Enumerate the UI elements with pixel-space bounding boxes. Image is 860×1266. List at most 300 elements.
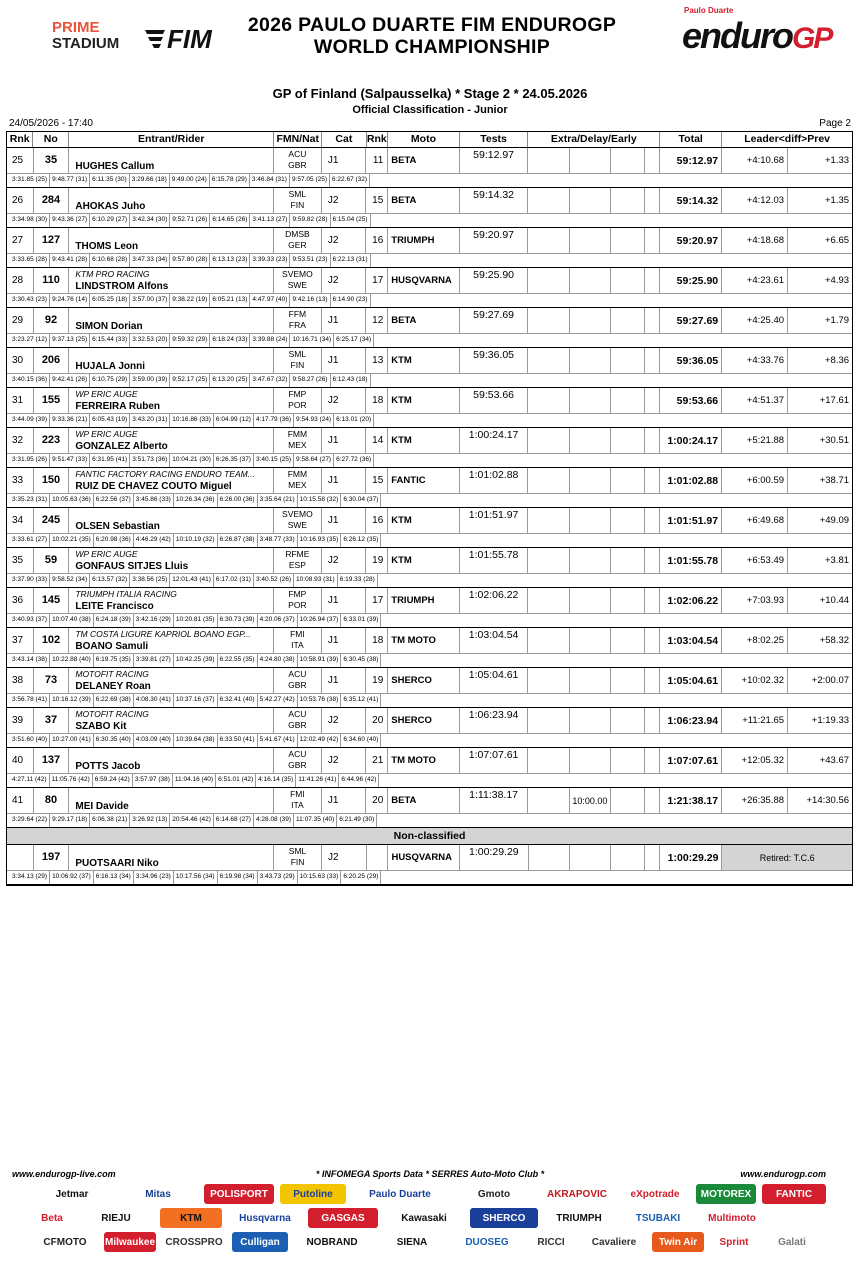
rider-cell bbox=[69, 428, 274, 453]
sponsor-logo: MOTOREX bbox=[696, 1184, 756, 1204]
lap-time: 6:31.95 (41) bbox=[90, 454, 130, 467]
lap-time: 10:10.19 (32) bbox=[174, 534, 218, 547]
rider-cell bbox=[69, 788, 274, 813]
sponsor-logo: SHERCO bbox=[470, 1208, 538, 1228]
lap-time: 9:33.36 (21) bbox=[50, 414, 90, 427]
leader-diff: +12:05.32 bbox=[722, 748, 788, 773]
leader-diff: +6:49.68 bbox=[722, 508, 788, 533]
lap-time: 6:22.69 (38) bbox=[94, 694, 134, 707]
lap-time: 9:42.41 (26) bbox=[50, 374, 90, 387]
extra-cell bbox=[528, 188, 569, 213]
lap-time: 6:35.12 (41) bbox=[341, 694, 381, 707]
lap-time: 6:22.67 (32) bbox=[330, 174, 370, 187]
lap-times bbox=[7, 574, 852, 587]
tests-time: 59:14.32 bbox=[460, 188, 529, 213]
row-main bbox=[7, 188, 852, 214]
lap-time: 6:16.13 (34) bbox=[94, 871, 134, 884]
class-rank: 19 bbox=[366, 548, 388, 573]
lap-time: 3:59.00 (39) bbox=[130, 374, 170, 387]
non-classified-rows bbox=[7, 845, 852, 885]
early-cell bbox=[611, 628, 645, 653]
motorcycle-brand: BETA bbox=[388, 788, 460, 813]
prev-diff: +30.51 bbox=[819, 435, 850, 446]
penalty-time bbox=[570, 548, 611, 573]
lap-time: 6:21.49 (30) bbox=[337, 814, 377, 827]
bib-number: 197 bbox=[34, 845, 70, 870]
spacer-cell bbox=[645, 468, 660, 493]
category: J2 bbox=[322, 268, 367, 293]
class-rank: 15 bbox=[366, 468, 388, 493]
bib-number: 92 bbox=[34, 308, 70, 333]
lap-time: 10:04.21 (30) bbox=[170, 454, 214, 467]
leader-diff: +8:02.25 bbox=[722, 628, 788, 653]
col-leader-prev: Leader<diff>Prev bbox=[744, 133, 831, 145]
bib-number: 73 bbox=[34, 668, 70, 693]
tests-time: 59:12.97 bbox=[460, 148, 529, 173]
lap-time: 3:32.53 (20) bbox=[130, 334, 170, 347]
sponsor-logo: RIEJU bbox=[78, 1208, 154, 1228]
federation: FMI bbox=[290, 629, 305, 639]
extra-cell bbox=[529, 845, 570, 870]
endurogp-logo: Paulo Duarte enduroGP bbox=[682, 6, 832, 56]
rider-cell bbox=[69, 668, 274, 693]
lap-time: 10:27.00 (41) bbox=[50, 734, 94, 747]
motorcycle-brand: SHERCO bbox=[388, 668, 460, 693]
col-rider: Entrant/Rider bbox=[69, 132, 274, 147]
category: J1 bbox=[322, 468, 367, 493]
early-cell bbox=[611, 148, 645, 173]
lap-time: 11:05.76 (42) bbox=[50, 774, 93, 787]
early-cell bbox=[611, 188, 645, 213]
lap-time: 10:16.71 (34) bbox=[290, 334, 334, 347]
total-time: 1:03:04.54 bbox=[660, 628, 722, 653]
bib-number: 150 bbox=[34, 468, 70, 493]
rider-cell bbox=[69, 708, 274, 733]
lap-time: 4:24.80 (38) bbox=[258, 654, 298, 667]
rank-cell: 41 bbox=[7, 788, 34, 813]
lap-time: 3:40.15 (36) bbox=[10, 374, 50, 387]
lap-time: 6:30.04 (37) bbox=[341, 494, 381, 507]
rider-name: GONZALEZ Alberto bbox=[75, 441, 168, 452]
sponsor-logo: Gmoto bbox=[454, 1184, 534, 1204]
lap-time: 4:03.09 (40) bbox=[134, 734, 174, 747]
extra-cell bbox=[528, 428, 569, 453]
rank-cell: 35 bbox=[7, 548, 34, 573]
bib-number: 206 bbox=[34, 348, 70, 373]
live-link[interactable]: www.endurogp-live.com bbox=[12, 1169, 116, 1179]
lap-time: 3:40.93 (37) bbox=[10, 614, 50, 627]
retired-status: Retired: T.C.6 bbox=[722, 845, 852, 870]
team-name: WP ERIC AUGE bbox=[75, 389, 138, 399]
prev-diff: +6.65 bbox=[824, 235, 850, 246]
lap-times bbox=[7, 534, 852, 547]
bib-number: 110 bbox=[34, 268, 70, 293]
rider-cell bbox=[69, 548, 274, 573]
row-main bbox=[7, 588, 852, 614]
sponsor-logo: KTM bbox=[160, 1208, 222, 1228]
penalty-time: 10:00.00 bbox=[570, 788, 611, 813]
lap-time: 9:52.17 (25) bbox=[170, 374, 210, 387]
class-rank: 15 bbox=[366, 188, 388, 213]
penalty-time bbox=[570, 148, 611, 173]
non-classified-header: Non-classified bbox=[7, 828, 852, 845]
sponsor-logo: Milwaukee bbox=[104, 1232, 156, 1252]
spacer-cell bbox=[645, 668, 660, 693]
rider-cell bbox=[69, 845, 274, 870]
leader-diff: +10:02.32 bbox=[722, 668, 788, 693]
prev-diff: +1.35 bbox=[824, 195, 850, 206]
lap-time: 10:22.88 (40) bbox=[50, 654, 94, 667]
row-main bbox=[7, 468, 852, 494]
row-main bbox=[7, 348, 852, 374]
lap-time: 10:26.94 (37) bbox=[298, 614, 342, 627]
rider-name: POTTS Jacob bbox=[75, 761, 141, 772]
sponsor-logo: TSUBAKI bbox=[620, 1208, 696, 1228]
lap-time: 3:43.20 (31) bbox=[130, 414, 170, 427]
fmn-nat-cell bbox=[274, 348, 322, 373]
class-rank: 12 bbox=[366, 308, 388, 333]
lap-time: 6:13.57 (32) bbox=[90, 574, 130, 587]
early-cell bbox=[611, 548, 645, 573]
rider-name: OLSEN Sebastian bbox=[75, 521, 160, 532]
prev-diff: +3.81 bbox=[824, 555, 850, 566]
motorcycle-brand: KTM bbox=[388, 348, 460, 373]
early-cell bbox=[611, 788, 645, 813]
lap-times bbox=[7, 414, 852, 427]
rank-cell: 40 bbox=[7, 748, 34, 773]
tests-time: 1:00:29.29 bbox=[460, 845, 529, 870]
prev-diff: +14:30.56 bbox=[806, 795, 850, 806]
lap-times bbox=[7, 871, 852, 884]
lap-time: 9:42.16 (13) bbox=[290, 294, 330, 307]
lap-time: 9:43.41 (28) bbox=[50, 254, 90, 267]
row-main bbox=[7, 748, 852, 774]
nationality: SWE bbox=[287, 280, 308, 290]
lap-time: 4:08.30 (41) bbox=[134, 694, 174, 707]
lap-time: 6:22.56 (37) bbox=[94, 494, 134, 507]
rider-name: RUIZ DE CHAVEZ COUTO Miguel bbox=[75, 481, 232, 492]
penalty-time bbox=[570, 308, 611, 333]
spacer-cell bbox=[645, 188, 660, 213]
lap-time: 9:48.77 (31) bbox=[50, 174, 90, 187]
rider-name: MEI Davide bbox=[75, 801, 129, 812]
federation: SML bbox=[288, 349, 307, 359]
early-cell bbox=[611, 845, 645, 870]
tests-time: 59:20.97 bbox=[460, 228, 529, 253]
prev-diff: +4.93 bbox=[824, 275, 850, 286]
bib-number: 284 bbox=[34, 188, 70, 213]
lap-time: 6:05.21 (13) bbox=[210, 294, 250, 307]
total-time: 1:01:51.97 bbox=[660, 508, 722, 533]
total-time: 1:21:38.17 bbox=[660, 788, 722, 813]
table-row bbox=[7, 188, 852, 228]
lap-time: 6:10.68 (28) bbox=[90, 254, 130, 267]
category: J1 bbox=[322, 668, 367, 693]
lap-time: 3:39.33 (23) bbox=[250, 254, 290, 267]
lap-times bbox=[7, 654, 852, 667]
fmn-nat-cell bbox=[274, 628, 322, 653]
early-cell bbox=[611, 668, 645, 693]
rider-name: PUOTSAARI Niko bbox=[75, 858, 159, 869]
lap-times bbox=[7, 454, 852, 467]
tests-time: 1:03:04.54 bbox=[460, 628, 529, 653]
penalty-time bbox=[570, 588, 611, 613]
team-name: TM COSTA LIGURE KAPRIOL BOANO EGP... bbox=[75, 629, 251, 639]
federation: DMSB bbox=[285, 229, 310, 239]
prev-diff: +38.71 bbox=[819, 475, 850, 486]
lap-time: 10:58.91 (39) bbox=[298, 654, 342, 667]
lap-time: 3:56.78 (41) bbox=[10, 694, 50, 707]
lap-time: 4:16.14 (35) bbox=[256, 774, 296, 787]
table-row bbox=[7, 228, 852, 268]
prev-diff: +8.36 bbox=[824, 355, 850, 366]
nationality: GBR bbox=[288, 760, 307, 770]
total-time: 59:27.69 bbox=[660, 308, 722, 333]
lap-time: 5:42.27 (42) bbox=[258, 694, 298, 707]
category: J1 bbox=[322, 508, 367, 533]
sponsor-logo: GASGAS bbox=[308, 1208, 378, 1228]
rider-name: HUJALA Jonni bbox=[75, 361, 145, 372]
nationality: FRA bbox=[288, 320, 306, 330]
federation: FMM bbox=[287, 429, 308, 439]
lap-times bbox=[7, 814, 852, 827]
total-time: 59:12.97 bbox=[660, 148, 722, 173]
lap-time: 3:48.77 (33) bbox=[258, 534, 298, 547]
fmn-nat-cell bbox=[274, 268, 322, 293]
fmn-nat-cell bbox=[274, 508, 322, 533]
lap-time: 9:53.51 (23) bbox=[290, 254, 330, 267]
total-time: 59:20.97 bbox=[660, 228, 722, 253]
total-time: 1:00:29.29 bbox=[660, 845, 722, 870]
results-table bbox=[6, 131, 853, 886]
prev-diff: +10.44 bbox=[819, 595, 850, 606]
penalty-time bbox=[570, 668, 611, 693]
rider-name: DELANEY Roan bbox=[75, 681, 151, 692]
fmn-nat-cell bbox=[274, 668, 322, 693]
rank-cell: 34 bbox=[7, 508, 34, 533]
rider-name: HUGHES Callum bbox=[75, 161, 155, 172]
lap-time: 6:22.55 (35) bbox=[218, 654, 258, 667]
spacer-cell bbox=[645, 748, 660, 773]
extra-cell bbox=[528, 788, 569, 813]
lap-time: 6:14.68 (27) bbox=[214, 814, 254, 827]
rank-cell: 32 bbox=[7, 428, 34, 453]
nationality: MEX bbox=[288, 480, 307, 490]
col-fmn: FMN/Nat bbox=[274, 132, 322, 147]
lap-time: 6:30.73 (39) bbox=[218, 614, 258, 627]
rider-name: LEITE Francisco bbox=[75, 601, 154, 612]
rank-cell: 37 bbox=[7, 628, 34, 653]
prev-diff: +2:00.07 bbox=[811, 675, 850, 686]
tests-time: 1:01:51.97 bbox=[460, 508, 529, 533]
bib-number: 80 bbox=[34, 788, 70, 813]
lap-time: 9:57.80 (28) bbox=[170, 254, 210, 267]
category: J2 bbox=[322, 845, 367, 870]
lap-time: 6:33.50 (41) bbox=[218, 734, 258, 747]
lap-time: 10:17.56 (34) bbox=[174, 871, 218, 884]
motorcycle-brand: KTM bbox=[388, 388, 460, 413]
penalty-time bbox=[570, 708, 611, 733]
event-subtitle: GP of Finland (Salpausselka) * Stage 2 * 24.05.2026 bbox=[272, 86, 588, 101]
bib-number: 245 bbox=[34, 508, 70, 533]
leader-diff: +4:10.68 bbox=[722, 148, 788, 173]
row-main bbox=[7, 428, 852, 454]
penalty-time bbox=[570, 845, 611, 870]
early-cell bbox=[611, 468, 645, 493]
lap-time: 10:37.16 (37) bbox=[174, 694, 218, 707]
fmn-nat-cell bbox=[274, 748, 322, 773]
lap-time: 3:23.27 (12) bbox=[10, 334, 50, 347]
lap-time: 10:42.25 (39) bbox=[174, 654, 218, 667]
nationality: GER bbox=[288, 240, 307, 250]
lap-time: 6:10.75 (29) bbox=[90, 374, 130, 387]
lap-time: 6:33.01 (39) bbox=[341, 614, 381, 627]
category: J1 bbox=[322, 788, 367, 813]
tests-time: 59:27.69 bbox=[460, 308, 529, 333]
rider-name: FERREIRA Ruben bbox=[75, 401, 160, 412]
penalty-time bbox=[570, 348, 611, 373]
lap-time: 3:29.66 (18) bbox=[130, 174, 170, 187]
prev-diff: +1.79 bbox=[824, 315, 850, 326]
motorcycle-brand: BETA bbox=[388, 148, 460, 173]
team-name: MOTOFIT RACING bbox=[75, 709, 149, 719]
federation: FMP bbox=[288, 389, 307, 399]
col-cat: Cat bbox=[322, 132, 366, 147]
lap-time: 6:15.78 (29) bbox=[210, 174, 250, 187]
bib-number: 223 bbox=[34, 428, 70, 453]
lap-time: 6:25.17 (34) bbox=[334, 334, 374, 347]
early-cell bbox=[611, 228, 645, 253]
lap-time: 3:34.98 (30) bbox=[10, 214, 50, 227]
class-rank: 14 bbox=[366, 428, 388, 453]
col-moto: Moto bbox=[388, 132, 460, 147]
lap-time: 5:41.67 (41) bbox=[258, 734, 298, 747]
lap-time: 3:57.00 (37) bbox=[130, 294, 170, 307]
lap-time: 3:39.88 (24) bbox=[250, 334, 290, 347]
lap-time: 10:05.63 (36) bbox=[50, 494, 94, 507]
lap-time: 12:01.43 (41) bbox=[170, 574, 214, 587]
spacer-cell bbox=[645, 428, 660, 453]
motorcycle-brand: KTM bbox=[388, 548, 460, 573]
sponsor-logo: FANTIC bbox=[762, 1184, 826, 1204]
federation: ACU bbox=[288, 149, 307, 159]
sponsor-logo: SIENA bbox=[376, 1232, 448, 1252]
row-main bbox=[7, 788, 852, 814]
lap-time: 10:16.93 (35) bbox=[298, 534, 342, 547]
lap-time: 12:02.49 (42) bbox=[298, 734, 342, 747]
lap-time: 9:58.64 (27) bbox=[294, 454, 334, 467]
lap-time: 10:15.63 (33) bbox=[298, 871, 342, 884]
footer-credits: * INFOMEGA Sports Data * SERRES Auto-Moto Club * bbox=[315, 1169, 545, 1179]
lap-time: 6:19.98 (34) bbox=[218, 871, 258, 884]
category: J1 bbox=[322, 348, 367, 373]
class-rank: 19 bbox=[366, 668, 388, 693]
lap-time: 3:43.73 (29) bbox=[258, 871, 298, 884]
lap-time: 3:44.09 (39) bbox=[10, 414, 50, 427]
table-row bbox=[7, 548, 852, 588]
lap-time: 9:58.27 (26) bbox=[290, 374, 330, 387]
category: J2 bbox=[322, 188, 367, 213]
class-rank: 17 bbox=[366, 268, 388, 293]
total-time: 1:00:24.17 bbox=[660, 428, 722, 453]
lap-times bbox=[7, 774, 852, 787]
lap-time: 6:51.01 (42) bbox=[216, 774, 256, 787]
federation: SML bbox=[288, 189, 307, 199]
lap-time: 6:17.02 (31) bbox=[214, 574, 254, 587]
sponsor-logo: Twin Air bbox=[652, 1232, 704, 1252]
extra-cell bbox=[528, 628, 569, 653]
table-header bbox=[7, 132, 852, 148]
spacer-cell bbox=[645, 148, 660, 173]
fmn-nat-cell bbox=[274, 148, 322, 173]
lap-time: 6:20.98 (36) bbox=[94, 534, 134, 547]
extra-cell bbox=[528, 548, 569, 573]
rider-cell bbox=[69, 148, 274, 173]
spacer-cell bbox=[645, 388, 660, 413]
tests-time: 1:05:04.61 bbox=[460, 668, 529, 693]
lap-time: 3:41.13 (27) bbox=[250, 214, 290, 227]
classification-title: Official Classification - Junior bbox=[352, 104, 508, 116]
table-row bbox=[7, 308, 852, 348]
row-main bbox=[7, 548, 852, 574]
federation: SML bbox=[288, 846, 307, 856]
lap-time: 11:04.16 (40) bbox=[173, 774, 216, 787]
lap-time: 3:51.73 (36) bbox=[130, 454, 170, 467]
table-row bbox=[7, 588, 852, 628]
lap-time: 6:20.25 (29) bbox=[341, 871, 381, 884]
sponsor-logos bbox=[32, 1184, 832, 1252]
lap-time: 9:38.22 (19) bbox=[170, 294, 210, 307]
nationality: ITA bbox=[291, 640, 304, 650]
extra-cell bbox=[528, 348, 569, 373]
rank-cell: 26 bbox=[7, 188, 34, 213]
lap-time: 10:20.81 (35) bbox=[174, 614, 218, 627]
site-link[interactable]: www.endurogp.com bbox=[740, 1169, 826, 1179]
leader-diff: +4:51.37 bbox=[722, 388, 788, 413]
lap-time: 6:10.29 (27) bbox=[90, 214, 130, 227]
lap-time: 9:57.05 (25) bbox=[290, 174, 330, 187]
rank-cell: 36 bbox=[7, 588, 34, 613]
class-rank: 20 bbox=[366, 708, 388, 733]
table-row bbox=[7, 748, 852, 788]
sponsor-logo: AKRAPOVIC bbox=[540, 1184, 614, 1204]
rider-name: LINDSTROM Alfons bbox=[75, 281, 169, 292]
table-row bbox=[7, 788, 852, 828]
table-row bbox=[7, 268, 852, 308]
prev-diff: +17.61 bbox=[819, 395, 850, 406]
lap-time: 3:40.15 (25) bbox=[254, 454, 294, 467]
nationality: ESP bbox=[288, 560, 306, 570]
sponsor-logo: Paulo Duarte bbox=[352, 1184, 448, 1204]
row-main bbox=[7, 508, 852, 534]
lap-time: 3:33.61 (27) bbox=[10, 534, 50, 547]
extra-cell bbox=[528, 148, 569, 173]
bib-number: 145 bbox=[34, 588, 70, 613]
class-rank: 18 bbox=[366, 628, 388, 653]
rider-cell bbox=[69, 348, 274, 373]
rank-cell: 29 bbox=[7, 308, 34, 333]
lap-time: 4:17.79 (36) bbox=[254, 414, 294, 427]
leader-diff: +5:21.88 bbox=[722, 428, 788, 453]
tests-time: 59:36.05 bbox=[460, 348, 529, 373]
category: J1 bbox=[322, 628, 367, 653]
spacer-cell bbox=[645, 308, 660, 333]
fmn-nat-cell bbox=[274, 548, 322, 573]
extra-cell bbox=[528, 468, 569, 493]
sponsor-logo: POLISPORT bbox=[204, 1184, 274, 1204]
lap-time: 6:11.35 (30) bbox=[90, 174, 130, 187]
sponsor-logo: Husqvarna bbox=[228, 1208, 302, 1228]
